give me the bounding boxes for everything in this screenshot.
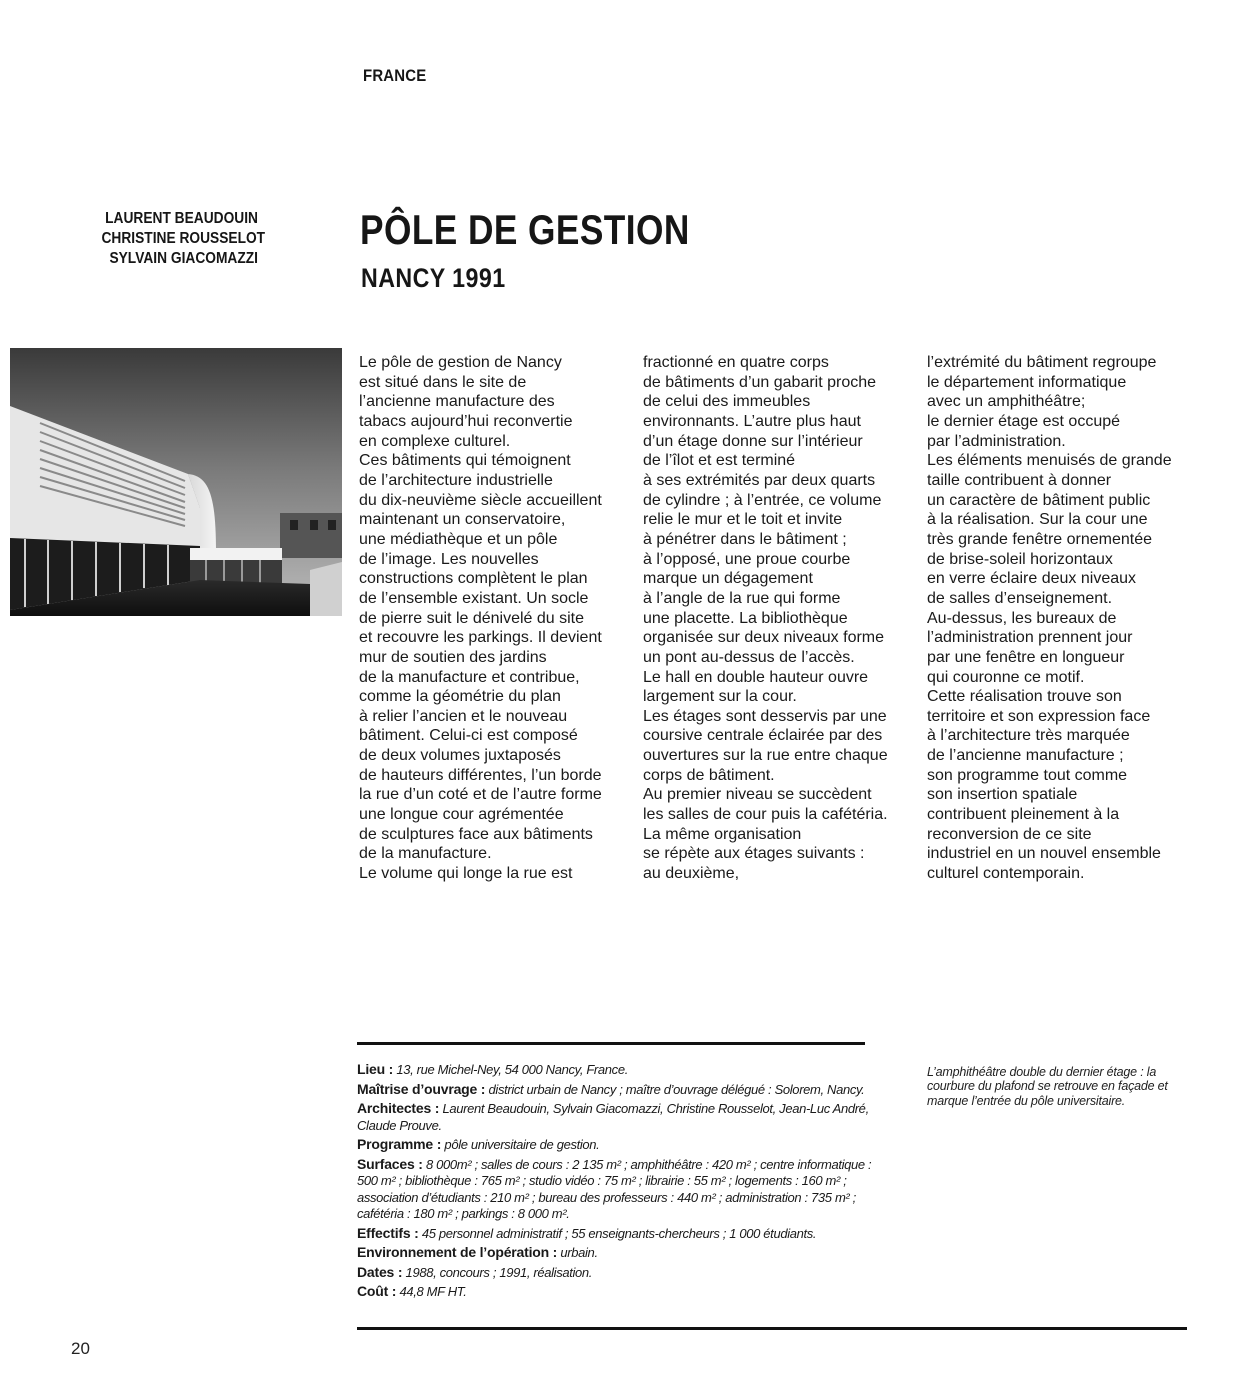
- country-label: FRANCE: [363, 66, 427, 85]
- page-subtitle: NANCY 1991: [361, 263, 506, 293]
- fact-location: [357, 1061, 877, 1079]
- fact-value: 8 000m² ; salles de cours : 2 135 m² ; amphithéâtre : 420 m² ; centre informatique : 500 m² ; bibliothèque : 765 m² ; studio vidéo : 75 m² ; librairie : 55 m² ; logements : 160 m² ; association d’étudiants : 210 m² ; bureau des professeurs : 440 m² ; administration : 735 m² ; cafétéria : 180 m² ; parkings : 8 000 m².: [357, 1156, 872, 1221]
- text-line: à ses extrémités par deux quarts: [643, 471, 876, 489]
- text-line: Ces bâtiments qui témoignent: [359, 452, 571, 470]
- text-line: de bâtiments d’un gabarit proche: [643, 373, 877, 391]
- text-line: l’administration prennent jour: [927, 629, 1133, 647]
- text-line: une longue cour agrémentée: [359, 806, 564, 824]
- body-column-2: [643, 353, 888, 884]
- text-line: ouvertures sur la rue entre chaque: [643, 747, 888, 765]
- text-line: une médiathèque et un pôle: [359, 530, 558, 548]
- text-line: et recouvre les parkings. Il devient: [359, 629, 602, 647]
- fact-label: Effectifs :: [357, 1224, 419, 1241]
- text-line: de cylindre ; à l’entrée, ce volume: [643, 491, 882, 509]
- text-line: Cette réalisation trouve son: [927, 688, 1122, 706]
- fact-programme: [357, 1136, 877, 1154]
- text-line: Au-dessus, les bureaux de: [927, 609, 1117, 627]
- text-line: par une fenêtre en longueur: [927, 648, 1125, 666]
- text-line: son programme tout comme: [927, 766, 1128, 784]
- text-line: Le hall en double hauteur ouvre: [643, 668, 869, 686]
- text-line: à pénétrer dans le bâtiment ;: [643, 530, 847, 548]
- text-line: à la réalisation. Sur la cour une: [927, 511, 1148, 529]
- text-line: marque un dégagement: [643, 570, 813, 588]
- text-line: fractionné en quatre corps: [643, 354, 829, 371]
- text-line: de pierre suit le dénivelé du site: [359, 609, 585, 627]
- text-line: de l’ancienne manufacture ;: [927, 747, 1124, 765]
- fact-value: district urbain de Nancy ; maître d’ouvrage délégué : Solorem, Nancy.: [485, 1081, 865, 1097]
- text-line: de l’îlot et est terminé: [643, 452, 796, 470]
- text-line: par l’administration.: [927, 432, 1066, 450]
- fact-surfaces: [357, 1156, 877, 1223]
- text-line: de celui des immeubles: [643, 393, 811, 411]
- text-line: de deux volumes juxtaposés: [359, 747, 561, 765]
- text-line: reconversion de ce site: [927, 825, 1092, 843]
- text-line: les salles de cour puis la cafétéria.: [643, 806, 888, 824]
- page-title: PÔLE DE GESTION: [360, 206, 690, 253]
- text-line: de brise-soleil horizontaux: [927, 550, 1113, 568]
- photo-caption: L’amphithéâtre double du dernier étage : la courbure du plafond se retrouve en façade et marque l’entrée du pôle universitaire.: [927, 1065, 1168, 1108]
- text-line: à l’angle de la rue qui forme: [643, 589, 841, 607]
- text-line: organisée sur deux niveaux forme: [643, 629, 885, 647]
- text-line: du dix-neuvième siècle accueillent: [359, 491, 602, 509]
- text-line: bâtiment. Celui-ci est composé: [359, 727, 578, 745]
- text-line: à relier l’ancien et le nouveau: [359, 707, 568, 725]
- text-line: territoire et son expression face: [927, 707, 1151, 725]
- text-line: mur de soutien des jardins: [359, 648, 547, 666]
- text-line: l’extrémité du bâtiment regroupe: [927, 354, 1157, 371]
- text-line: largement sur la cour.: [643, 688, 797, 706]
- fact-client: [357, 1081, 877, 1099]
- text-line: un caractère de bâtiment public: [927, 491, 1151, 509]
- text-line: une placette. La bibliothèque: [643, 609, 848, 627]
- text-line: avec un amphithéâtre;: [927, 393, 1086, 411]
- fact-dates: [357, 1264, 877, 1282]
- text-line: en verre éclaire deux niveaux: [927, 570, 1137, 588]
- text-line: de salles d’enseignement.: [927, 589, 1113, 607]
- fact-value: pôle universitaire de gestion.: [441, 1137, 600, 1152]
- text-line: de la manufacture.: [359, 845, 492, 863]
- building-photo-illustration: [10, 348, 342, 616]
- text-line: de l’ensemble existant. Un socle: [359, 589, 589, 607]
- fact-label: Environnement de l’opération :: [357, 1244, 558, 1260]
- fact-label: Coût :: [357, 1283, 397, 1299]
- text-line: à l’opposé, une proue courbe: [643, 550, 851, 568]
- fact-label: Architectes :: [357, 1100, 440, 1116]
- text-line: constructions complètent le plan: [359, 570, 588, 588]
- fact-environment: [357, 1244, 877, 1262]
- text-line: d’un étage donne sur l’intérieur: [643, 432, 863, 450]
- authors-list: [76, 209, 266, 269]
- fact-value: 44,8 MF HT.: [396, 1284, 467, 1299]
- fact-label: Surfaces :: [357, 1155, 423, 1172]
- fact-staff: [357, 1225, 877, 1243]
- divider-bottom: [357, 1327, 1187, 1330]
- page-number: 20: [71, 1339, 90, 1358]
- text-line: tabacs aujourd’hui reconvertie: [359, 412, 573, 430]
- text-line: industriel en un nouvel ensemble: [927, 845, 1161, 863]
- fact-value: Laurent Beaudouin, Sylvain Giacomazzi, Christine Rousselot, Jean-Luc André, Claude Prouve.: [357, 1101, 869, 1133]
- project-facts: [357, 1061, 877, 1303]
- fact-label: Dates :: [357, 1263, 403, 1280]
- text-line: relie le mur et le toit et invite: [643, 511, 843, 529]
- text-line: qui couronne ce motif.: [927, 668, 1085, 686]
- text-line: La même organisation: [643, 825, 802, 843]
- text-line: au deuxième,: [643, 865, 740, 883]
- text-line: culturel contemporain.: [927, 865, 1085, 883]
- text-line: l’ancienne manufacture des: [359, 393, 555, 411]
- body-column-1: [359, 353, 602, 884]
- text-line: Le pôle de gestion de Nancy: [359, 354, 562, 371]
- text-line: la rue d’un coté et de l’autre forme: [359, 786, 602, 804]
- fact-label: Lieu :: [357, 1061, 394, 1077]
- fact-architects: [357, 1100, 877, 1134]
- text-line: corps de bâtiment.: [643, 766, 775, 784]
- text-line: le dernier étage est occupé: [927, 412, 1121, 430]
- text-line: maintenant un conservatoire,: [359, 511, 566, 529]
- text-line: de sculptures face aux bâtiments: [359, 825, 593, 843]
- building-photo: [10, 348, 342, 616]
- text-line: comme la géométrie du plan: [359, 688, 561, 706]
- fact-cost: [357, 1283, 877, 1301]
- author-name: LAURENT BEAUDOUIN: [105, 210, 258, 227]
- text-line: un pont au-dessus de l’accès.: [643, 648, 855, 666]
- fact-value: 13, rue Michel-Ney, 54 000 Nancy, France.: [393, 1062, 628, 1077]
- text-line: le département informatique: [927, 373, 1127, 391]
- text-line: contribuent pleinement à la: [927, 806, 1120, 824]
- fact-label: Programme :: [357, 1136, 442, 1152]
- text-line: Au premier niveau se succèdent: [643, 786, 872, 804]
- text-line: taille contribuent à donner: [927, 471, 1112, 489]
- fact-value: 45 personnel administratif ; 55 enseignants-chercheurs ; 1 000 étudiants.: [418, 1225, 817, 1241]
- author-name: SYLVAIN GIACOMAZZI: [109, 250, 259, 267]
- author-name: CHRISTINE ROUSSELOT: [101, 230, 266, 247]
- text-line: se répète aux étages suivants :: [643, 845, 865, 863]
- text-line: en complexe culturel.: [359, 432, 511, 450]
- text-line: Le volume qui longe la rue est: [359, 865, 573, 883]
- text-line: Les éléments menuisés de grande: [927, 452, 1172, 470]
- text-line: de la manufacture et contribue,: [359, 668, 580, 686]
- text-line: de l’image. Les nouvelles: [359, 550, 539, 568]
- fact-label: Maîtrise d’ouvrage :: [357, 1080, 486, 1097]
- fact-value: 1988, concours ; 1991, réalisation.: [402, 1264, 593, 1280]
- body-column-3: [927, 353, 1172, 884]
- text-line: très grande fenêtre ornementée: [927, 530, 1153, 548]
- text-line: son insertion spatiale: [927, 786, 1078, 804]
- text-line: coursive centrale éclairée par des: [643, 727, 883, 745]
- text-line: est situé dans le site de: [359, 373, 527, 391]
- text-line: à l’architecture très marquée: [927, 727, 1130, 745]
- fact-value: urbain.: [557, 1245, 598, 1260]
- text-line: de l’architecture industrielle: [359, 471, 553, 489]
- text-line: de hauteurs différentes, l’un borde: [359, 766, 602, 784]
- divider-top: [357, 1042, 865, 1045]
- text-line: environnants. L’autre plus haut: [643, 412, 861, 430]
- text-line: Les étages sont desservis par une: [643, 707, 887, 725]
